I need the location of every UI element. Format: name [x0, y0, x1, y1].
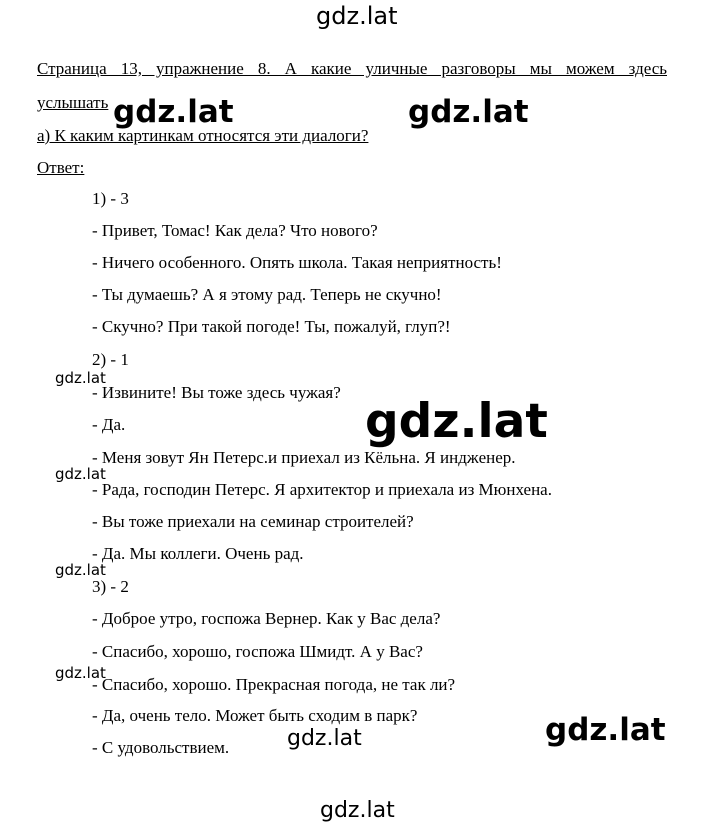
dialogue-line: - Скучно? При такой погоде! Ты, пожалуй, глуп?!	[92, 317, 451, 336]
watermark-small: gdz.lat	[55, 561, 106, 579]
dialogue-line: - Рада, господин Петерс. Я архитектор и приехала из Мюнхена.	[92, 480, 552, 499]
dialogue-2-header: 2) - 1	[92, 350, 129, 369]
dialogue-line: - Ты думаешь? А я этому рад. Теперь не скучно!	[92, 285, 442, 304]
dialogue-line: - Да. Мы коллеги. Очень рад.	[92, 544, 304, 563]
dialogue-line: - Ничего особенного. Опять школа. Такая неприятность!	[92, 253, 502, 272]
answer-label: Ответ:	[37, 158, 85, 177]
dialogue-line: - Спасибо, хорошо, госпожа Шмидт. А у Вас?	[92, 642, 423, 661]
watermark-small: gdz.lat	[55, 664, 106, 682]
dialogue-line: - Да, очень тело. Может быть сходим в парк?	[92, 706, 418, 725]
watermark-small: gdz.lat	[55, 465, 106, 483]
dialogue-line: - Доброе утро, госпожа Вернер. Как у Вас дела?	[92, 609, 441, 628]
dialogue-1-header: 1) - 3	[92, 189, 129, 208]
watermark-small: gdz.lat	[55, 369, 106, 387]
task-title-line2: услышать	[37, 93, 109, 112]
dialogue-line: - Извините! Вы тоже здесь чужая?	[92, 383, 341, 402]
dialogue-line: - Да.	[92, 415, 126, 434]
task-title-line1: Страница 13, упражнение 8. А какие уличные разговоры мы можем здесь	[37, 59, 667, 78]
watermark-top: gdz.lat	[316, 2, 398, 30]
watermark-big-bottom-right: gdz.lat	[545, 712, 666, 748]
watermark-mid-bottom: gdz.lat	[287, 726, 362, 751]
watermark-big-left: gdz.lat	[113, 94, 234, 130]
dialogue-line: - Спасибо, хорошо. Прекрасная погода, не так ли?	[92, 675, 456, 694]
dialogue-line: - Привет, Томас! Как дела? Что нового?	[92, 221, 378, 240]
watermark-huge-center: gdz.lat	[365, 394, 548, 449]
dialogue-line: - Меня зовут Ян Петерс.и приехал из Кёльна. Я инджeнер.	[92, 448, 516, 467]
dialogue-line: - Вы тоже приехали на семинар строителей?	[92, 512, 414, 531]
dialogue-3-header: 3) - 2	[92, 577, 129, 596]
dialogue-line: - С удовольствием.	[92, 738, 230, 757]
task-question: а) К каким картинкам относятся эти диалоги?	[37, 126, 369, 145]
watermark-bottom: gdz.lat	[320, 798, 395, 823]
watermark-big-right: gdz.lat	[408, 94, 529, 130]
